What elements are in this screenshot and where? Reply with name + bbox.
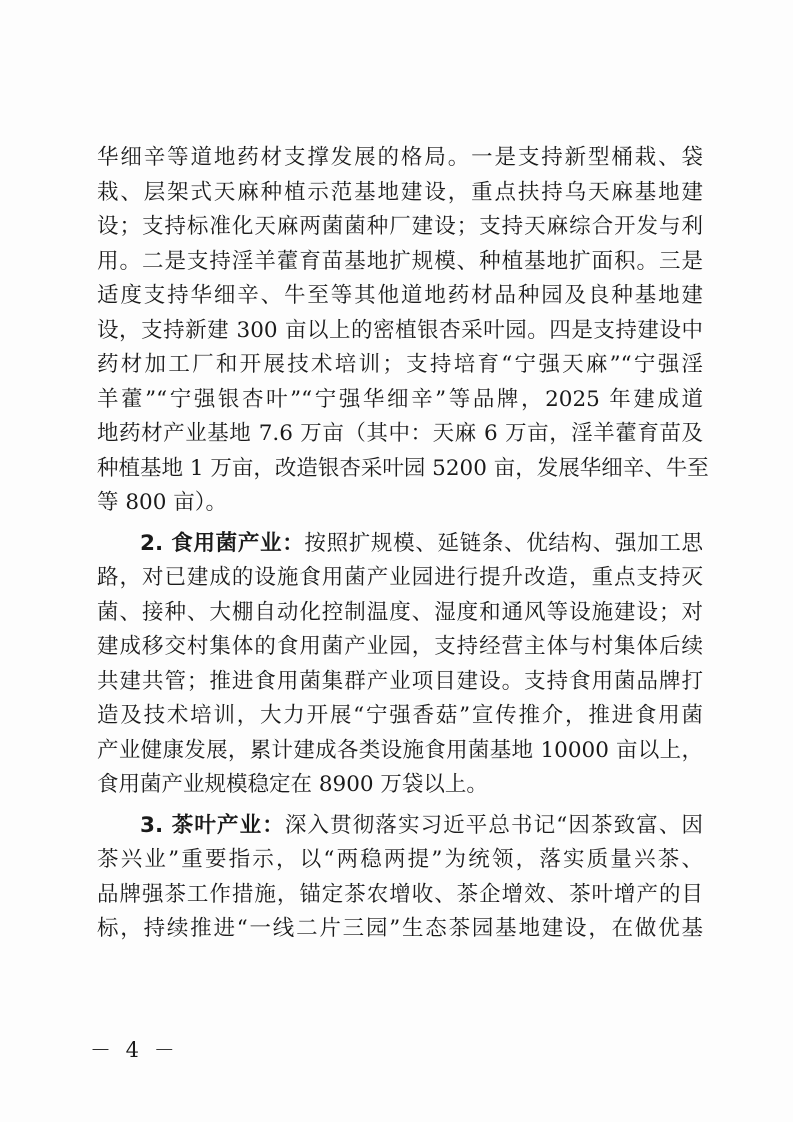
text-line: 种植基地 1 万亩，改造银杏采叶园 5200 亩，发展华细辛、牛至 — [97, 455, 709, 481]
text-line: 路，对已建成的设施食用菌产业园进行提升改造，重点支持灭 — [97, 565, 703, 590]
section-heading: 3. 茶叶产业： — [140, 812, 285, 838]
text-line: 造及技术培训，大力开展“宁强香菇”宣传推介，推进食用菌 — [97, 703, 703, 728]
text-line — [97, 527, 703, 562]
text-line: 建成移交村集体的食用菌产业园，支持经营主体与村集体后续 — [97, 634, 703, 659]
paragraph-edible-fungi — [97, 527, 703, 803]
text-line: 华细辛等道地药材支撑发展的格局。一是支持新型桶栽、袋 — [97, 145, 703, 170]
text-line — [97, 809, 703, 844]
paragraph-medicinal-herbs — [97, 141, 709, 521]
page-number: － 4 － — [90, 1038, 179, 1062]
text-line: 适度支持华细辛、牛至等其他道地药材品种园及良种基地建 — [97, 283, 703, 308]
text-span: 深入贯彻落实习近平总书记“因茶致富、因 — [284, 812, 703, 838]
text-line: 品牌强茶工作措施，锚定茶农增收、茶企增效、茶叶增产的目 — [97, 881, 703, 907]
text-line: 茶兴业”重要指示，以“两稳两提”为统领，落实质量兴茶、 — [97, 847, 703, 872]
text-line: 栽、层架式天麻种植示范基地建设，重点扶持乌天麻基地建 — [97, 179, 703, 205]
text-span: 按照扩规模、延链条、优结构、强加工思 — [304, 530, 703, 556]
body-text — [97, 141, 709, 947]
text-line: 用。二是支持淫羊藿育苗基地扩规模、种植基地扩面积。三是 — [97, 248, 703, 274]
text-line: 地药材产业基地 7.6 万亩（其中：天麻 6 万亩，淫羊藿育苗及 — [97, 421, 703, 446]
text-line: 菌、接种、大棚自动化控制温度、湿度和通风等设施建设；对 — [97, 599, 703, 625]
text-line: 羊藿”“宁强银杏叶”“宁强华细辛”等品牌，2025 年建成道 — [97, 386, 703, 412]
section-heading: 2. 食用菌产业： — [140, 530, 305, 556]
text-line: 食用菌产业规模稳定在 8900 万袋以上。 — [97, 772, 488, 797]
text-line: 共建共管；推进食用菌集群产业项目建设。支持食用菌品牌打 — [97, 668, 703, 694]
text-line: 药材加工厂和开展技术培训；支持培育“宁强天麻”“宁强淫 — [97, 352, 703, 377]
text-line: 设；支持标准化天麻两菌菌种厂建设；支持天麻综合开发与利 — [97, 214, 703, 239]
text-line: 产业健康发展，累计建成各类设施食用菌基地 10000 亩以上， — [97, 737, 703, 763]
text-line: 标，持续推进“一线二片三园”生态茶园基地建设，在做优基 — [97, 916, 703, 941]
text-line: 设，支持新建 300 亩以上的密植银杏采叶园。四是支持建设中 — [97, 317, 703, 343]
text-line: 等 800 亩）。 — [97, 490, 227, 515]
paragraph-tea — [97, 809, 703, 947]
